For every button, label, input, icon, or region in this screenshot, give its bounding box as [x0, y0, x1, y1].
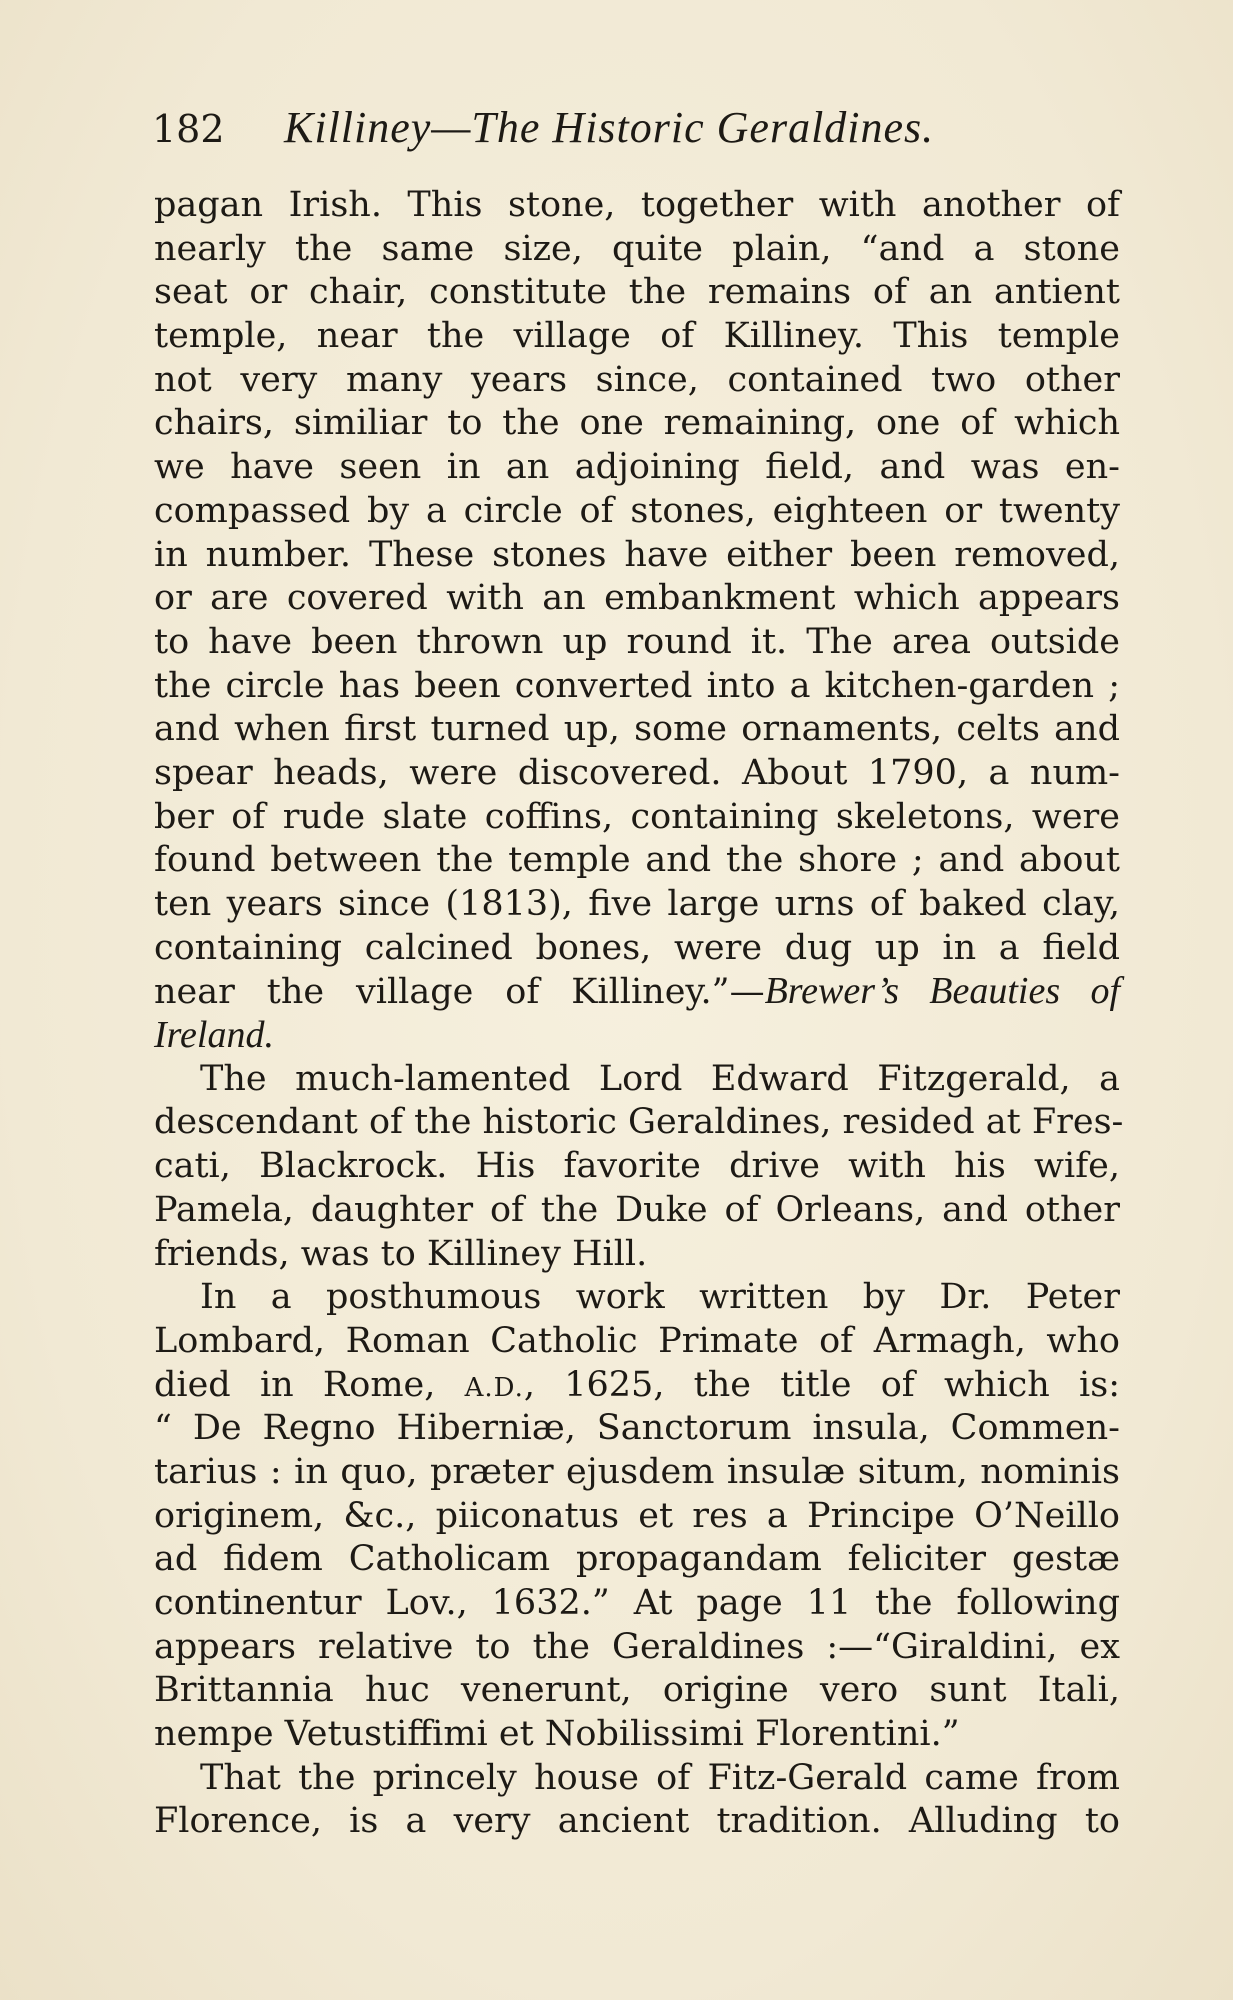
text-line: or are covered with an embankment which appears [154, 578, 1120, 619]
text-line: “ De Regno Hiberniæ, Sanctorum insula, Commen- [154, 1408, 1120, 1449]
page-header [152, 98, 1112, 158]
text-line-with-small-caps [154, 1364, 1120, 1408]
text-line: seat or chair, constitute the remains of an antient [154, 272, 1120, 313]
text-line: containing calcined bones, were dug up in a field [154, 927, 1120, 968]
text-line: and when first turned up, some ornaments, celts and [154, 709, 1120, 750]
text-line: friends, was to Killiney Hill. [154, 1233, 648, 1274]
text-line: continentur Lov., 1632.” At page 11 the following [154, 1583, 1120, 1623]
text-line: we have seen in an adjoining field, and was en- [154, 447, 1120, 488]
text-line: found between the temple and the shore ; and about [154, 840, 1120, 881]
paragraph-start: That the princely house of Fitz-Gerald came from [200, 1757, 1120, 1798]
text-line: spear heads, were discovered. About 1790, a num- [154, 752, 1120, 793]
text-line: compassed by a circle of stones, eighteen or twenty [154, 490, 1120, 531]
text-line: nempe Vetustiffimi et Nobilissimi Florentini.” [154, 1714, 960, 1755]
text-fragment: , 1625, the title of which is: [523, 1364, 1120, 1405]
text-line: pagan Irish. This stone, together with another of [154, 185, 1120, 225]
text-line: descendant of the historic Geraldines, resided at Fres- [154, 1102, 1124, 1143]
small-caps-era: A.D. [464, 1372, 524, 1403]
text-line-with-citation [154, 970, 1120, 1014]
text-line: Brittannia huc venerunt, origine vero sunt Itali, [154, 1670, 1120, 1711]
text-line: tarius : in quo, præter ejusdem insulæ situm, nominis [154, 1451, 1120, 1492]
text-line: Florence, is a very ancient tradition. Alluding to [154, 1801, 1120, 1842]
text-line: cati, Blackrock. His favorite drive with his wife, [154, 1146, 1120, 1187]
text-line: ber of rude slate coffins, containing skeletons, were [154, 796, 1120, 837]
text-line: not very many years since, contained two other [154, 359, 1120, 400]
text-line: ad fidem Catholicam propagandam feliciter gestæ [154, 1539, 1120, 1580]
text-line: to have been thrown up round it. The area outside [154, 621, 1120, 662]
text-line: Pamela, daughter of the Duke of Orleans, and other [154, 1189, 1120, 1230]
paragraph-start: The much-lamented Lord Edward Fitzgerald, a [200, 1058, 1120, 1099]
text-line: chairs, similiar to the one remaining, one of which [154, 403, 1120, 444]
text-line: Lombard, Roman Catholic Primate of Armagh, who [154, 1320, 1120, 1361]
text-line: in number. These stones have either been removed, [154, 534, 1120, 575]
paragraph-start: In a posthumous work written by Dr. Peter [200, 1277, 1120, 1318]
text-line: nearly the same size, quite plain, “and a stone [154, 228, 1120, 269]
text-line: ten years since (1813), five large urns of baked clay, [154, 884, 1120, 924]
running-title: Killiney—The Historic Geraldines. [284, 103, 935, 152]
text-line: appears relative to the Geraldines :—“Giraldini, ex [154, 1626, 1120, 1667]
text-line: originem, &c., piiconatus et res a Principe O’Neillo [154, 1495, 1120, 1536]
text-line-italic: Ireland. [154, 1014, 274, 1057]
page-number: 182 [152, 107, 225, 151]
text-line: temple, near the village of Killiney. This temple [154, 316, 1120, 357]
text-line: the circle has been converted into a kitchen-garden ; [154, 665, 1120, 706]
text-fragment: died in Rome, [154, 1364, 436, 1405]
body-text [154, 184, 1124, 1844]
text-fragment: near the village of Killiney.”— [154, 972, 765, 1013]
citation-title: Brewer’s Beauties of [764, 970, 1120, 1013]
